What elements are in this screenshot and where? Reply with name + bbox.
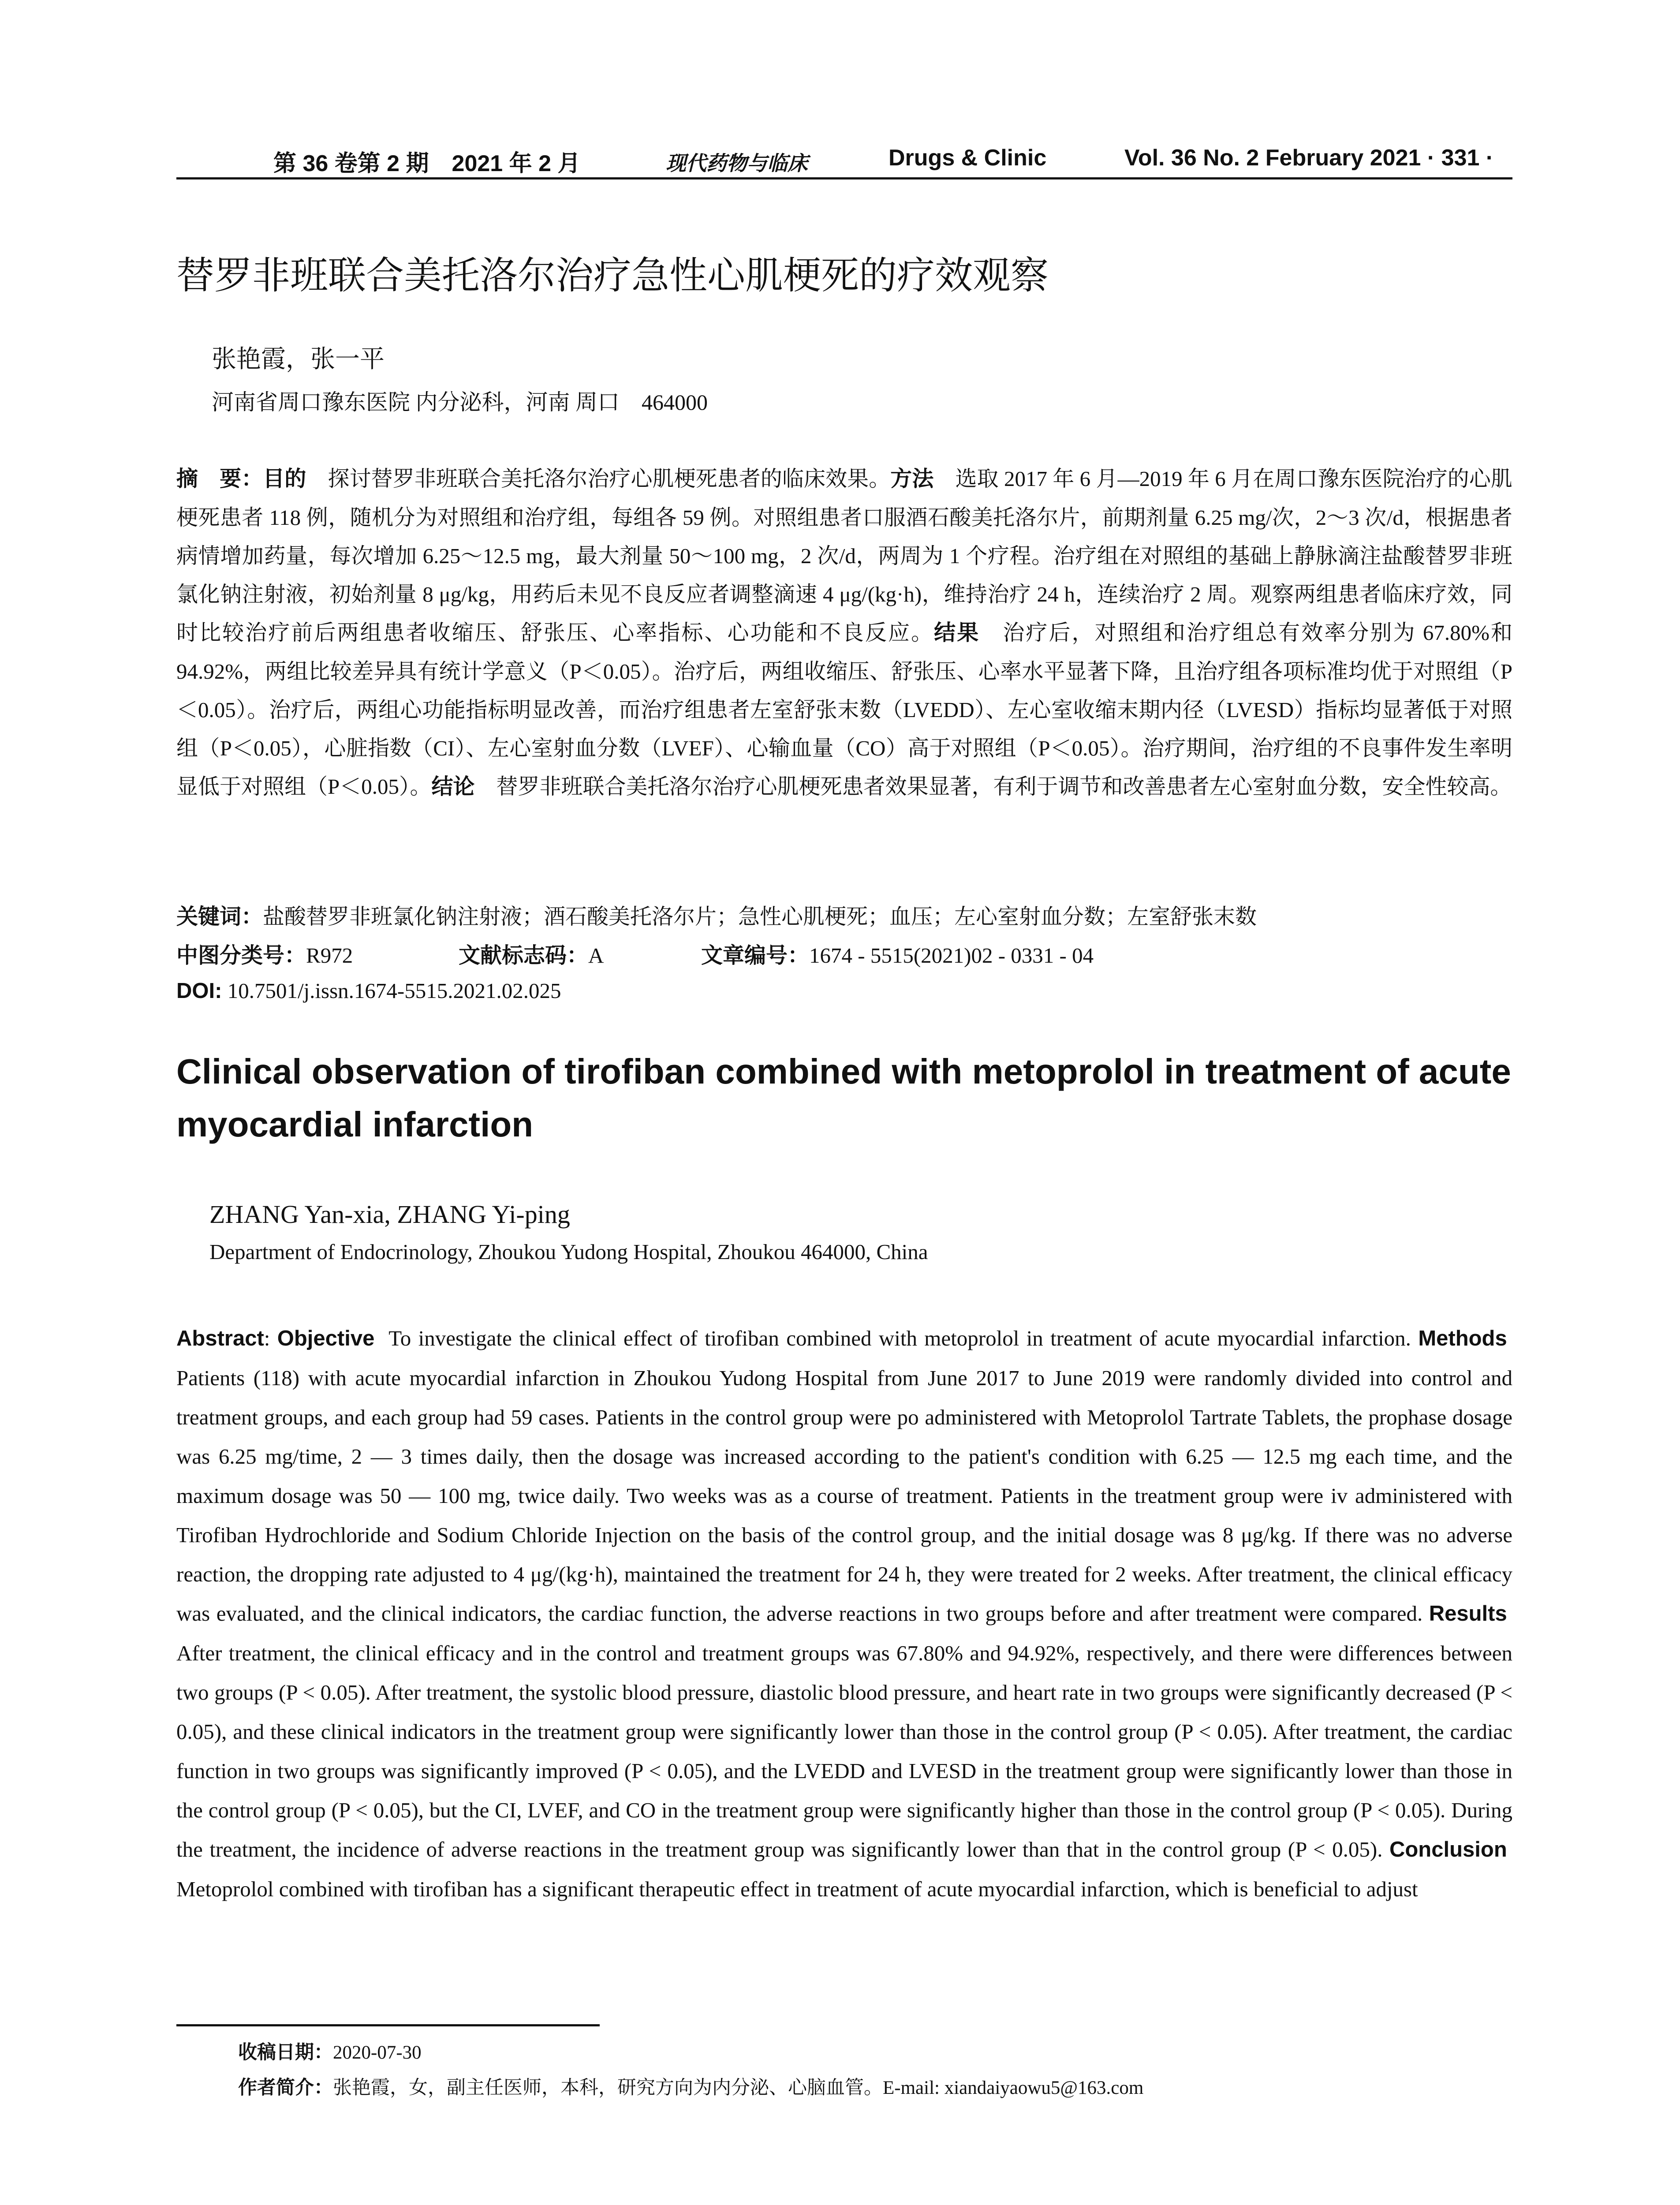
bio-value: 张艳霞，女，副主任医师，本科，研究方向为内分泌、心脑血管。E-mail: xiandaiyaowu5@163.com — [333, 2078, 1144, 2098]
en-objective: To investigate the clinical effect of tirofiban combined with metoprolol in treatment of acute myocardial infarction. — [388, 1326, 1411, 1350]
cn-keywords-label: 关键词： — [176, 905, 263, 929]
header-en-journal: Drugs & Clinic — [889, 145, 1047, 171]
clc-label: 中图分类号： — [176, 944, 306, 968]
en-methods: Patients (118) with acute myocardial infarction in Zhoukou Yudong Hospital from June 2017 to June 2019 were randomly divided into control and treatment groups, and each group had 59 cases. Patients in the control group were po administered with Metoprolol Tartrate Tablets, the prophase dosage was 6.25 mg/time, 2 — 3 times daily, then the dosage was increased according to the patient's condition with 6.25 — 12.5 mg each time, and the maximum dosage was 50 — 100 mg, twice daily. Two weeks was as a course of treatment. Patients in the treatment group were iv administered with Tirofiban Hydrochloride and Sodium Chloride Injection on the basis of the control group, and the initial dosage was 8 μg/kg. If there was no adverse reaction, the dropping rate adjusted to 4 μg/(kg·h), maintained the treatment for 24 h, they were treated for 2 weeks. After treatment, the clinical efficacy was evaluated, and the clinical indicators, the cardiac function, the adverse reactions in two groups before and after treatment were compared. — [176, 1366, 1512, 1626]
cn-abstract-label: 摘 要： — [176, 467, 263, 491]
cn-results-label: 结果 — [934, 621, 980, 645]
en-conclusion-label: Conclusion — [1389, 1838, 1507, 1861]
author-bio — [238, 2073, 1143, 2100]
doi-label: DOI: — [176, 979, 222, 1003]
received-value: 2020-07-30 — [333, 2042, 422, 2063]
en-affiliation: Department of Endocrinology, Zhoukou Yudong Hospital, Zhoukou 464000, China — [209, 1240, 928, 1264]
received-date — [238, 2037, 422, 2064]
doc-code-line — [459, 938, 604, 969]
cn-keywords: 盐酸替罗非班氯化钠注射液；酒石酸美托洛尔片；急性心肌梗死；血压；左心室射血分数；左室舒张末数 — [263, 904, 1257, 929]
doi-value: 10.7501/j.issn.1674-5515.2021.02.025 — [227, 979, 561, 1003]
cn-abstract — [176, 460, 1512, 806]
cn-conclusion-label: 结论 — [431, 775, 475, 799]
clc-value: R972 — [306, 943, 353, 968]
cn-conclusion: 替罗非班联合美托洛尔治疗心肌梗死患者效果显著，有利于调节和改善患者左心室射血分数，安全性较高。 — [496, 774, 1512, 799]
cn-results: 治疗后，对照组和治疗组总有效率分别为 67.80%和 94.92%，两组比较差异具有统计学意义（P＜0.05）。治疗后，两组收缩压、舒张压、心率水平显著下降，且治疗组各项标准均优于对照组（P＜0.05）。治疗后，两组心功能指标明显改善，而治疗组患者左室舒张末数（LVEDD）、左心室收缩末期内径（LVESD）指标均显著低于对照组（P＜0.05），心脏指数（CI）、左心室射血分数（LVEF）、心输血量（CO）高于对照组（P＜0.05）。治疗期间，治疗组的不良事件发生率明显低于对照组（P＜0.05）。 — [176, 620, 1512, 799]
doi-line — [176, 978, 561, 1003]
header-en-issue: Vol. 36 No. 2 February 2021 · 331 · — [1124, 145, 1494, 171]
cn-objective-label: 目的 — [263, 467, 306, 491]
article-no-label: 文章编号： — [701, 944, 810, 968]
en-results-label: Results — [1429, 1602, 1507, 1626]
en-authors: ZHANG Yan-xia, ZHANG Yi-ping — [209, 1200, 570, 1229]
header-rule — [176, 177, 1512, 179]
running-header — [176, 140, 1512, 180]
cn-authors: 张艳霞，张一平 — [212, 345, 385, 374]
cn-affiliation: 河南省周口豫东医院 内分泌科，河南 周口 464000 — [212, 390, 708, 415]
en-abstract: Abstract: Objective To investigate the clinical effect of tirofiban combined with metoprolol in treatment of acute myocardial infarction. Methods Patients (118) with acute myocardial infarction in Zhoukou Yudong Hospital from June 2017 to June 2019 were randomly divided into control and treatment groups, and each group had 59 cases. Patients in the control group were po administered with Metoprolol Tartrate Tablets, the prophase dosage was 6.25 mg/time, 2 — 3 times daily, then the dosage was increased according to the patient's condition with 6.25 — 12.5 mg each time, and the maximum dosage was 50 — 100 mg, twice daily. Two weeks was as a course of treatment. Patients in the treatment group were iv administered with Tirofiban Hydrochloride and Sodium Chloride Injection on the basis of the control group, and the initial dosage was 8 μg/kg. If there was no adverse reaction, the dropping rate adjusted to 4 μg/(kg·h), maintained the treatment for 24 h, they were treated for 2 weeks. After treatment, the clinical efficacy was evaluated, and the clinical indicators, the cardiac function, the adverse reactions in two groups before and after treatment were compared. Results After treatment, the clinical efficacy and in the control and treatment groups was 67.80% and 94.92%, respectively, and there were differences between two groups (P < 0.05). After treatment, the systolic blood pressure, diastolic blood pressure, and heart rate in two groups were significantly decreased (P < 0.05), and these clinical indicators in the treatment group were significantly lower than those in the control group (P < 0.05). After treatment, the cardiac function in two groups was significantly improved (P < 0.05), and the LVEDD and LVESD in the treatment group were significantly lower than those in the control group (P < 0.05), but the CI, LVEF, and CO in the treatment group were significantly higher than those in the control group (P < 0.05). During the treatment, the incidence of adverse reactions in the treatment group was significantly lower than that in the control group (P < 0.05). Conclusion Metoprolol combined with tirofiban has a significant therapeutic effect in treatment of acute myocardial infarction, which is beneficial to adjust — [176, 1326, 1512, 1901]
en-conclusion: Metoprolol combined with tirofiban has a significant therapeutic effect in treatment of acute myocardial infarction, which is beneficial to adjust — [176, 1877, 1418, 1901]
doc-code-value: A — [588, 943, 604, 968]
footnote-rule — [176, 2024, 600, 2026]
cn-title: 替罗非班联合美托洛尔治疗急性心肌梗死的疗效观察 — [176, 254, 1049, 297]
en-objective-label: Objective — [277, 1327, 375, 1350]
article-no-value: 1674 - 5515(2021)02 - 0331 - 04 — [809, 943, 1094, 968]
cn-methods: 选取 2017 年 6 月—2019 年 6 月在周口豫东医院治疗的心肌梗死患者 118 例，随机分为对照组和治疗组，每组各 59 例。对照组患者口服酒石酸美托洛尔片，前期剂量 6.25 mg/次，2～3 次/d，根据患者病情增加药量，每次增加 6.25～12.5 mg，最大剂量 50～100 mg，2 次/d，两周为 1 个疗程。治疗组在对照组的基础上静脉滴注盐酸替罗非班氯化钠注射液，初始剂量 8 μg/kg，用药后未见不良反应者调整滴速 4 μg/(kg·h)，维持治疗 24 h，连续治疗 2 周。观察两组患者临床疗效，同时比较治疗前后两组患者收缩压、舒张压、心率指标、心功能和不良反应。 — [176, 467, 1512, 645]
received-label: 收稿日期： — [238, 2042, 333, 2063]
en-results: After treatment, the clinical efficacy and in the control and treatment groups was 67.80% and 94.92%, respectively, and there were differences between two groups (P < 0.05). After treatment, the systolic blood pressure, diastolic blood pressure, and heart rate in two groups were significantly decreased (P < 0.05), and these clinical indicators in the treatment group were significantly lower than those in the control group (P < 0.05). After treatment, the cardiac function in two groups was significantly improved (P < 0.05), and the LVEDD and LVESD in the treatment group were significantly lower than those in the control group (P < 0.05), but the CI, LVEF, and CO in the treatment group were significantly higher than those in the control group (P < 0.05). During the treatment, the incidence of adverse reactions in the treatment group was significantly lower than that in the control group (P < 0.05). — [176, 1641, 1512, 1861]
header-cn-issue: 第 36 卷第 2 期 2021 年 2 月 — [273, 151, 581, 176]
cn-objective: 探讨替罗非班联合美托洛尔治疗心肌梗死患者的临床效果。 — [328, 467, 891, 491]
cn-methods-label: 方法 — [890, 467, 934, 491]
en-methods-label: Methods — [1418, 1327, 1507, 1350]
header-cn-journal: 现代药物与临床 — [666, 151, 808, 175]
article-no-line — [701, 938, 1094, 969]
cn-classification-line — [176, 938, 353, 969]
doc-code-label: 文献标志码： — [459, 944, 589, 968]
en-abstract-label: Abstract — [176, 1327, 264, 1350]
cn-keywords-line — [176, 900, 1257, 931]
en-title: Clinical observation of tirofiban combined with metoprolol in treatment of acute myocardial infarction — [176, 1052, 1511, 1144]
bio-label: 作者简介： — [238, 2077, 333, 2098]
